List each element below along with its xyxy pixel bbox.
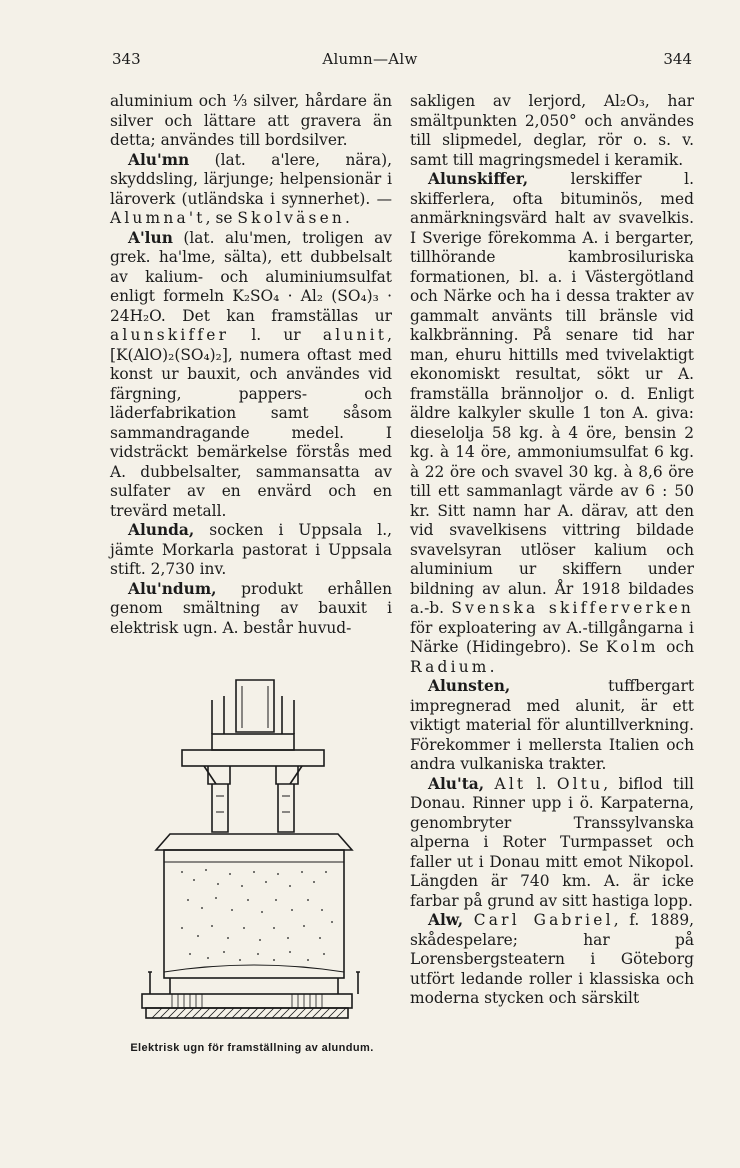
- furnace-figure: [112, 672, 392, 1055]
- entry-alw: Alw, Carl Gabriel, f. 1889, skådespelare; har på Lorensbergsteatern i Göteborg utfört ledande roller i klassiska och moderna stycken och särskilt: [410, 911, 695, 1007]
- entry-alundum: Alu'ndum, produkt erhållen genom smältning av bauxit i elektrisk ugn. A. består huvud-: [110, 579, 392, 637]
- page-number-left: 343: [112, 50, 141, 68]
- figure-caption: Elektrisk ugn för framställning av alundum.: [130, 1042, 374, 1054]
- left-column: [110, 92, 392, 638]
- headword-alun: A'lun: [128, 228, 173, 247]
- entry-aluta: Alu'ta, Alt l. Oltu, biflod till Donau. Rinner upp i ö. Karpaterna, genombryter Transsylvanska alperna i Roter Turmpasset och faller ut i Donau mitt emot Nikopol. Längden är 740 km. A. är icke farbar på grund av sitt hastiga lopp.: [410, 774, 694, 910]
- cross-ref-svenska-skifferverken: Svenska skifferverken: [451, 599, 695, 617]
- cross-ref-alunskiffer: alunskiffer: [110, 326, 230, 344]
- entry-alunda: Alunda, socken i Uppsala l., jämte Morkarla pastorat i Uppsala stift. 2,730 inv.: [110, 521, 392, 578]
- cross-ref-alt: Alt: [494, 774, 527, 793]
- electric-furnace-illustration: [112, 672, 392, 1040]
- headword-alunda: Alunda,: [128, 521, 195, 539]
- cross-ref-skolvasen: Skolväsen: [237, 209, 345, 227]
- cross-ref-alunit: alunit: [322, 326, 388, 344]
- person-name-carl-gabriel: Carl Gabriel: [473, 911, 614, 929]
- paragraph-aluminium-cont: aluminium och ⅓ silver, hårdare än silver och lättare att gravera än detta; användes till bordsilver.: [110, 92, 392, 149]
- headword-alumn: Alu'mn: [128, 150, 190, 169]
- headword-alundum: Alu'ndum,: [128, 579, 217, 598]
- headword-aluta: Alu'ta,: [428, 774, 485, 793]
- entry-alunskiffer: Alunskiffer, lerskiffer l. skifferlera, ofta bituminös, med anmärkningsvärd halt av svavelkis. I Sverige förekomma A. i bergarter, tillhörande kambrosiluriska formationen, bl. a. i Västergötland och Närke och ha i dessa trakter av gammalt använts till bränsle vid kalkbränning. På senare tid har man, ehuru hittills med tvivelaktigt ekonomiskt resultat, sökt ur A. framställa brännoljor o. d. Enligt äldre kalkyler skulle 1 ton A. giva: dieselolja 58 kg. à 4 öre, bensin 2 kg. à 14 öre, ammoniumsulfat 6 kg. à 22 öre och svavel 30 kg. à 8,6 öre till ett sammanlagt värde av 6 : 50 kr. Sitt namn har A. därav, att den vid svavelkisens vittring bildade svavelsyran utlöser kalium och aluminium ur skiffern under bildning av alun. År 1918 bildades a.-b. Svenska skifferverken för exploatering av A.-tillgångarna i Närke (Hidingebro). Se Kolm och Radium.: [410, 170, 695, 676]
- cross-ref-kolm: Kolm: [606, 638, 659, 656]
- entry-alun: A'lun (lat. alu'men, troligen av grek. ha'lme, sälta), ett dubbelsalt av kalium- och aluminiumsulfat enligt formeln K₂SO₄ · Al₂ (SO₄)₃ · 24H₂O. Det kan framställas ur alunskiffer l. ur alunit, [K(AlO)₂(SO₄)₂], numera oftast med konst ur bauxit, och användes vid färgning, pappers- och läderfabrikation samt såsom sammandragande medel. I vidsträckt bemärkelse förstås med A. dubbelsalter, sammansatta av sulfater av en envärd och en trevärd metall.: [110, 228, 392, 520]
- entry-alumn: Alu'mn (lat. a'lere, nära), skyddsling, lärjunge; helpensionär i läroverk (utländska i synnerhet). — Alumna't, se Skolväsen.: [110, 150, 392, 227]
- headword-alw: Alw,: [428, 911, 464, 929]
- entry-alunsten: Alunsten, tuffbergart impregnerad med alunit, är ett viktigt material för aluntillverkning. Förekommer i mellersta Italien och andra vulkaniska trakter.: [410, 677, 694, 773]
- cross-ref-oltu: Oltu: [556, 774, 604, 793]
- page-header: [0, 50, 740, 74]
- running-head: Alumn—Alw: [322, 50, 418, 68]
- cross-ref-alumnat: Alumna't: [110, 209, 206, 227]
- right-column: [410, 92, 694, 1009]
- headword-alunsten: Alunsten,: [428, 677, 511, 695]
- cross-ref-radium: Radium: [410, 657, 490, 676]
- page-number-right: 344: [663, 50, 692, 68]
- paragraph-alundum-cont: sakligen av lerjord, Al₂O₃, har smältpunkten 2,050° och användes till slipmedel, deglar, rör o. s. v. samt till magringsmedel i keramik.: [410, 92, 694, 169]
- headword-alunskiffer: Alunskiffer,: [428, 170, 529, 188]
